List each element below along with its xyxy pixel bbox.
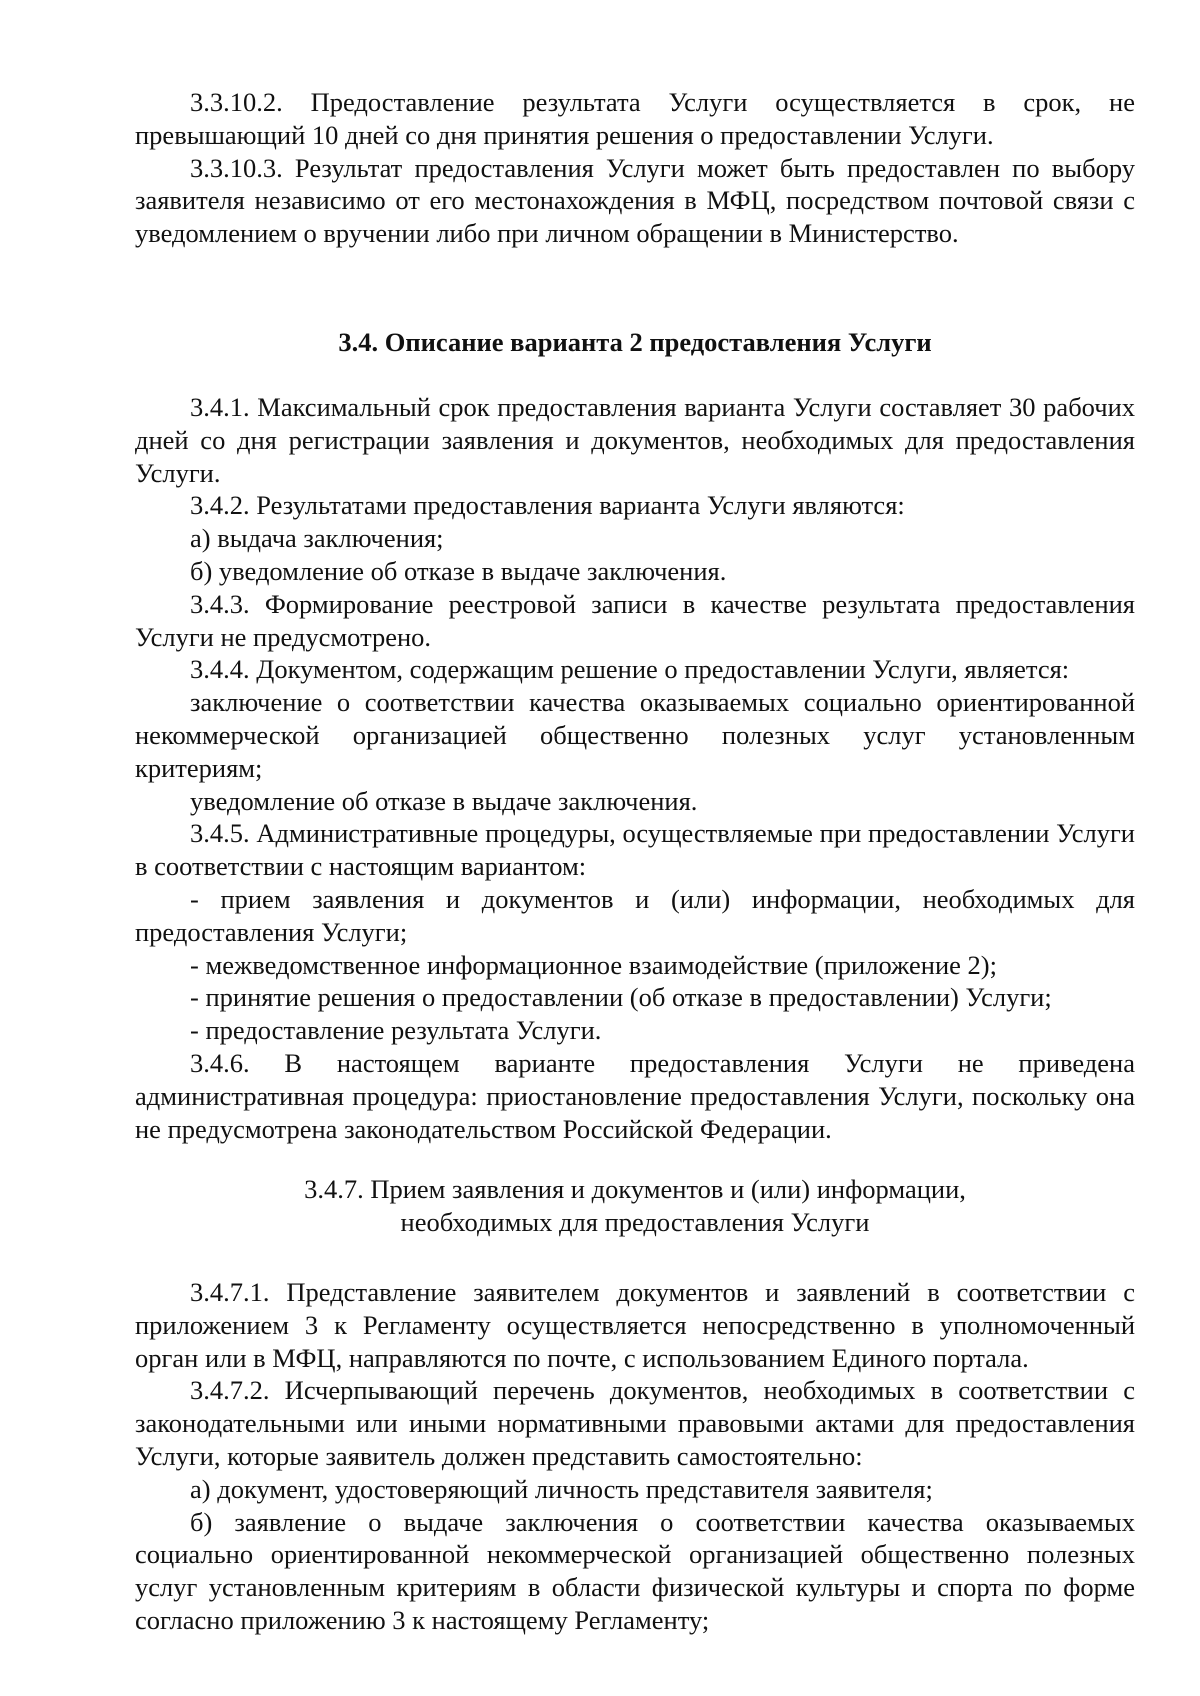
list-item-3-4-2-a: а) выдача заключения;	[190, 523, 444, 554]
section-3-4-body	[135, 391, 1135, 1145]
list-item-procedure-3: - принятие решения о предоставлении (об отказе в предоставлении) Услуги;	[190, 982, 1052, 1013]
paragraph-3-4-1: 3.4.1. Максимальный срок предоставления варианта Услуги составляет 30 рабочих дней со дня регистрации заявления и документов, необходимых для предоставления Услуги.	[135, 392, 1135, 488]
list-item-procedure-2: - межведомственное информационное взаимодействие (приложение 2);	[190, 949, 997, 980]
paragraph-3-3-10-3: 3.3.10.3. Результат предоставления Услуги может быть предоставлен по выбору заявителя независимо от его местонахождения в МФЦ, посредством почтовой связи с уведомлением о вручении либо при личном обращении в Министерство.	[135, 152, 1135, 249]
list-item-3-4-7-2-a: а) документ, удостоверяющий личность представителя заявителя;	[190, 1473, 933, 1504]
section-3-4-7-body	[135, 1276, 1135, 1637]
paragraph-3-4-6: 3.4.6. В настоящем варианте предоставления Услуги не приведена административная процедура: приостановление предоставления Услуги, поскольку она не предусмотрена законодательством Российской Федерации.	[135, 1047, 1135, 1144]
paragraph-3-4-2: 3.4.2. Результатами предоставления варианта Услуги являются:	[190, 490, 905, 521]
paragraph-3-4-5: 3.4.5. Административные процедуры, осуществляемые при предоставлении Услуги в соответствии с настоящим вариантом:	[135, 818, 1135, 882]
paragraph-3-3-10-2: 3.3.10.2. Предоставление результата Услуги осуществляется в срок, не превышающий 10 дней со дня принятия решения о предоставлении Услуги.	[135, 87, 1135, 150]
section-3-3-10	[135, 86, 1135, 250]
paragraph-3-4-7-1: 3.4.7.1. Представление заявителем документов и заявлений в соответствии с приложением 3 к Регламенту осуществляется непосредственно в уполномоченный орган или в МФЦ, направляются по почте, с использованием Единого портала.	[135, 1277, 1135, 1373]
heading-3-4-7	[135, 1173, 1135, 1239]
list-item-3-4-4-doc-1: заключение о соответствии качества оказываемых социально ориентированной некоммерческой организацией общественно полезных услуг установленным критериям;	[135, 687, 1135, 783]
paragraph-3-4-3: 3.4.3. Формирование реестровой записи в качестве результата предоставления Услуги не предусмотрено.	[135, 588, 1135, 652]
paragraph-3-4-4: 3.4.4. Документом, содержащим решение о предоставлении Услуги, является:	[190, 654, 1070, 685]
list-item-3-4-4-doc-2: уведомление об отказе в выдаче заключения.	[190, 785, 698, 816]
heading-3-4-7-line-1: 3.4.7. Прием заявления и документов и (или) информации,	[304, 1174, 966, 1204]
paragraph-3-4-7-2: 3.4.7.2. Исчерпывающий перечень документов, необходимых в соответствии с законодательными или иными нормативными правовыми актами для предоставления Услуги, которые заявитель должен представить самостоятельно:	[135, 1375, 1135, 1471]
list-item-3-4-2-b: б) уведомление об отказе в выдаче заключения.	[190, 555, 727, 586]
list-item-3-4-7-2-b: б) заявление о выдаче заключения о соответствии качества оказываемых социально ориентированной некоммерческой организацией общественно полезных услуг установленным критериям в области физической культуры и спорта по форме согласно приложению 3 к настоящему Регламенту;	[135, 1506, 1135, 1635]
list-item-procedure-1: - прием заявления и документов и (или) информации, необходимых для предоставления Услуги;	[135, 883, 1135, 947]
list-item-procedure-4: - предоставление результата Услуги.	[190, 1015, 602, 1046]
heading-3-4: 3.4. Описание варианта 2 предоставления Услуги	[338, 327, 932, 357]
heading-3-4-7-line-2: необходимых для предоставления Услуги	[400, 1206, 870, 1237]
